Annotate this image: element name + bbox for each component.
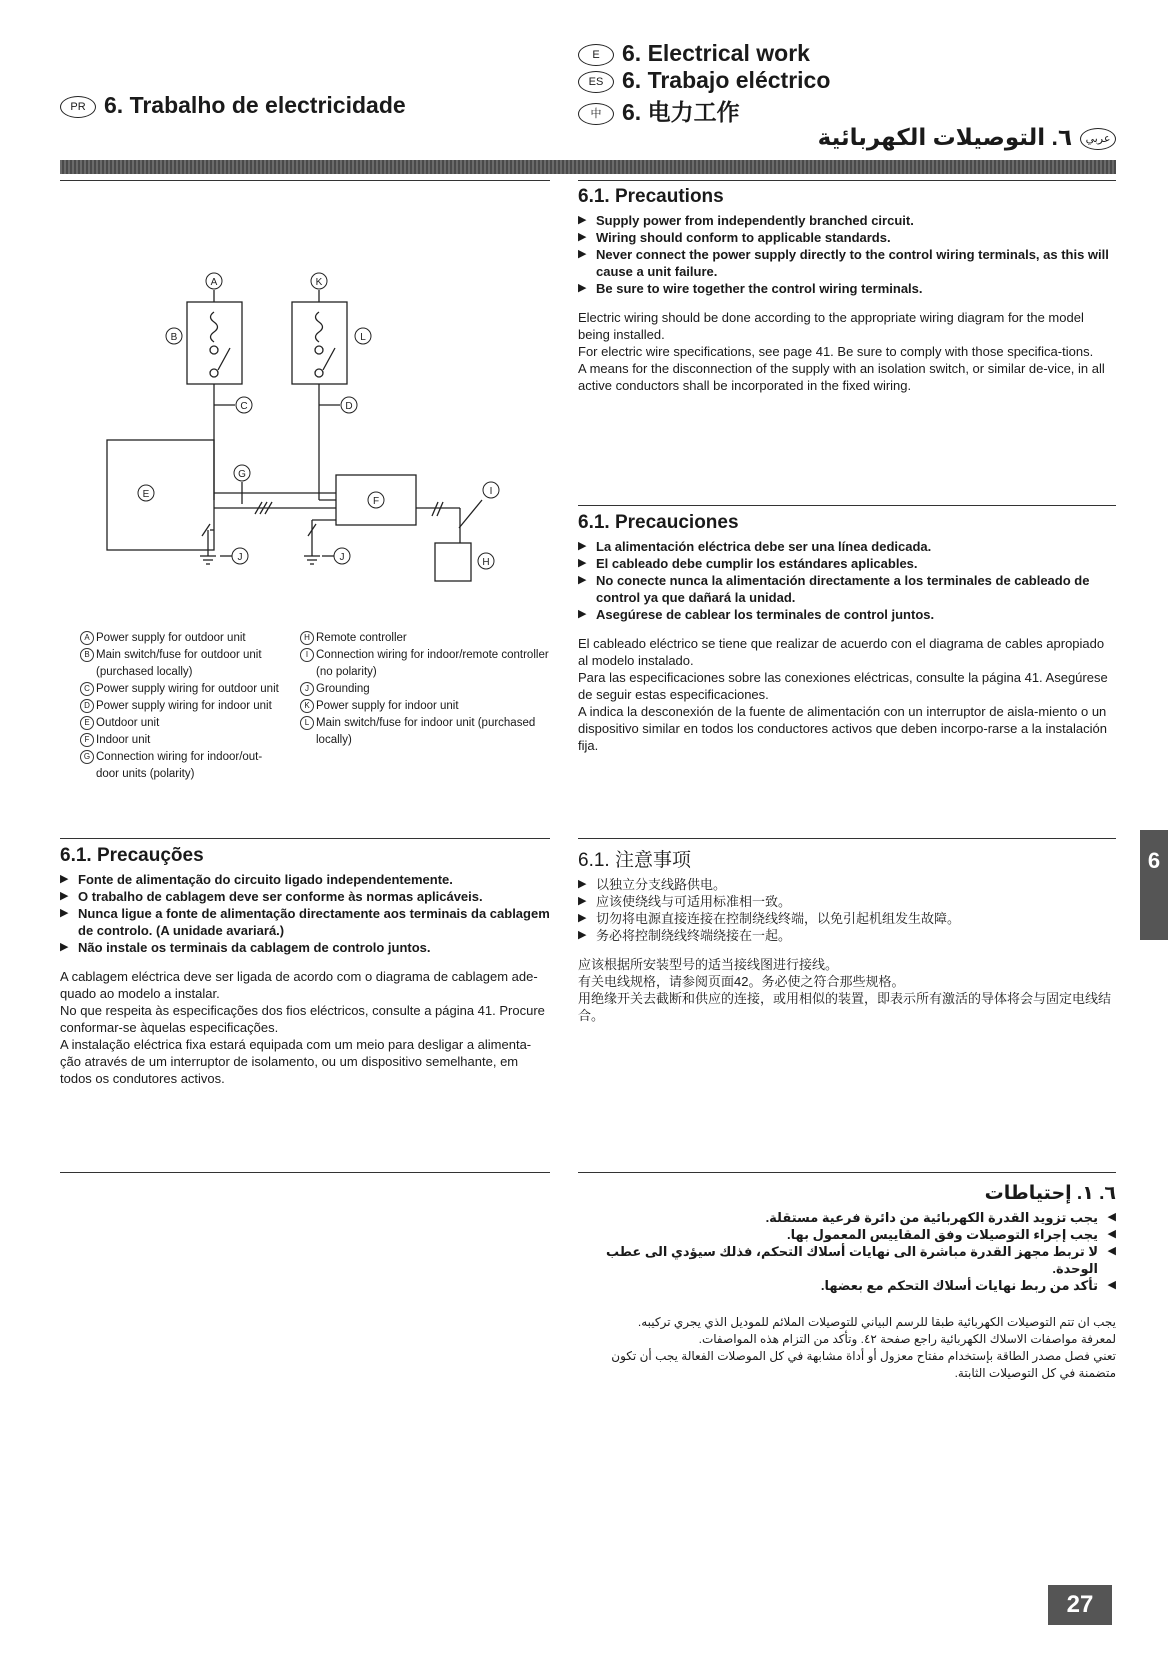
diagram-label-F: F xyxy=(372,496,380,507)
section-heading: 6.1. 注意事项 xyxy=(578,850,691,871)
bullet-item: ▶ Não instale os terminais da cablagem de controlo juntos. xyxy=(60,939,550,956)
diagram-label-E: E xyxy=(142,489,150,500)
bullet-item: ▶ O trabalho de cablagem deve ser conforme às normas aplicáveis. xyxy=(60,888,550,905)
bullet-item: ▶ Wiring should conform to applicable standards. xyxy=(578,229,1116,246)
legend-item xyxy=(80,630,280,647)
section-ar xyxy=(578,1182,1116,1382)
rule-ch xyxy=(578,838,1116,839)
title-text: 6. 电力工作 xyxy=(622,99,740,125)
rule-bottom-left xyxy=(60,1172,550,1173)
section-heading: 6.1. Precauções xyxy=(60,845,204,866)
title-text: 6. Trabajo eléctrico xyxy=(622,67,831,93)
rule-top-right xyxy=(578,180,1116,181)
lang-badge-es: ES xyxy=(578,71,614,93)
legend-text: Power supply wiring for outdoor unit xyxy=(96,683,279,695)
header-title-ch xyxy=(578,94,740,127)
bullet-item: ◀ لا تربط مجهز القدرة مباشرة الى نهايات أسلاك التحكم، فذلك سيؤدي الى عطب الوحدة. xyxy=(578,1243,1116,1277)
diagram-label-J2: J xyxy=(339,552,345,563)
header-title-es xyxy=(578,67,830,94)
diagram-label-H: H xyxy=(482,557,490,568)
legend-item xyxy=(80,715,280,732)
bullet-item: ▶ 切勿将电源直接连接在控制绕线终端，以免引起机组发生故障。 xyxy=(578,910,1116,927)
section-ch xyxy=(578,845,1116,1024)
header-title-ar xyxy=(780,124,1116,151)
body-paragraph: يجب ان تتم التوصيلات الكهربائية طبقا للرسم البياني للتوصيلات الملائم للموديل الذي يجري تركيبه. xyxy=(637,1315,1116,1329)
legend-key: C xyxy=(80,682,94,696)
legend-item xyxy=(300,681,550,698)
outdoor-unit-box xyxy=(107,440,214,550)
section-heading: 6.1. Precauciones xyxy=(578,512,739,533)
body-paragraph: A cablagem eléctrica deve ser ligada de acordo com o diagrama de cablagem ade-quado ao modelo a instalar. xyxy=(60,969,538,1001)
diagram-label-B: B xyxy=(170,332,178,343)
lang-badge-pr: PR xyxy=(60,96,96,118)
legend-text: Connection wiring for indoor/out-door units (polarity) xyxy=(96,751,263,780)
lang-badge-ch: 中 xyxy=(578,103,614,125)
rule-top-left xyxy=(60,180,550,181)
bullet-item: ◀ تأكد من ربط نهايات أسلاك التحكم مع بعضها. xyxy=(578,1277,1116,1294)
bullet-item: ◀ يجب تزويد القدرة الكهربائية من دائرة فرعية مستقلة. xyxy=(578,1209,1116,1226)
legend-item xyxy=(80,647,280,681)
legend-left xyxy=(80,630,280,783)
legend-key: I xyxy=(300,648,314,662)
body-paragraph: 应该根据所安装型号的适当接线图进行接线。 xyxy=(578,957,839,972)
legend-text: Connection wiring for indoor/remote controller (no polarity) xyxy=(316,649,549,678)
legend-key: F xyxy=(80,733,94,747)
bullet-item: ▶ La alimentación eléctrica debe ser una línea dedicada. xyxy=(578,538,1116,555)
diagram-label-J1: J xyxy=(237,552,243,563)
switch-box-outdoor xyxy=(187,302,242,384)
section-heading: 6.1. Precautions xyxy=(578,186,724,207)
bullet-item: ▶ No conecte nunca la alimentación directamente a los terminales de cableado de control ya que dañará la unidad. xyxy=(578,572,1116,606)
diagram-label-C: C xyxy=(240,401,248,412)
rule-ar xyxy=(578,1172,1116,1173)
diagram-label-G: G xyxy=(238,469,246,480)
wiring-diagram xyxy=(60,260,550,630)
diagram-label-A: A xyxy=(210,277,218,288)
section-heading: ٦. ١. إحتياطات xyxy=(984,1183,1116,1204)
legend-item xyxy=(300,698,550,715)
remote-controller-box xyxy=(435,543,471,581)
body-paragraph: 用绝缘开关去截断和供应的连接，或用相似的装置，即表示所有激活的导体将会与固定电线结合。 xyxy=(578,991,1112,1023)
legend-item xyxy=(80,749,280,783)
lang-badge-ar: عربي xyxy=(1080,128,1116,150)
legend-key: A xyxy=(80,631,94,645)
legend-text: Indoor unit xyxy=(96,734,151,746)
body-paragraph: Electric wiring should be done according to the appropriate wiring diagram for the model being installed. xyxy=(578,310,1084,342)
bullet-item: ▶ Never connect the power supply directly to the control wiring terminals, as this will cause a unit failure. xyxy=(578,246,1116,280)
bullet-item: ▶ 应该使绕线与可适用标准相一致。 xyxy=(578,893,1116,910)
body-paragraph: A instalação eléctrica fixa estará equipada com um meio para desligar a alimenta-ção através de um interruptor de isolamento, ou um dispositivo semelhante, em todos os condutores activos. xyxy=(60,1037,532,1086)
legend-key: B xyxy=(80,648,94,662)
diagram-label-K: K xyxy=(315,277,323,288)
body-paragraph: Para las especificaciones sobre las conexiones eléctricas, consulte la página 41. Asegúrese de seguir estas especificaciones. xyxy=(578,670,1108,702)
body-paragraph: A means for the disconnection of the supply with an isolation switch, or similar de-vice, in all active conductors shall be incorporated in the fixed wiring. xyxy=(578,361,1105,393)
chapter-side-tab xyxy=(1140,830,1168,940)
diagram-label-D: D xyxy=(345,401,353,412)
legend-key: D xyxy=(80,699,94,713)
legend-key: J xyxy=(300,682,314,696)
switch-box-indoor xyxy=(292,302,347,384)
legend-text: Outdoor unit xyxy=(96,717,160,729)
legend-item xyxy=(80,732,280,749)
body-paragraph: A indica la desconexión de la fuente de alimentación con un interruptor de aisla-miento o un dispositivo similar en todos los conductores activos que deben incorpo-rarse a la instalación fija. xyxy=(578,704,1107,753)
diagram-label-L: L xyxy=(360,332,366,343)
legend-text: Grounding xyxy=(316,683,370,695)
legend-key: G xyxy=(80,750,94,764)
rule-pr xyxy=(60,838,550,839)
legend-item xyxy=(300,715,550,749)
legend-item xyxy=(80,681,280,698)
legend-text: Main switch/fuse for indoor unit (purchased locally) xyxy=(316,717,536,746)
title-text: 6. Electrical work xyxy=(622,40,810,66)
legend-right xyxy=(300,630,550,749)
body-paragraph: For electric wire specifications, see page 41. Be sure to comply with those specifica-tions. xyxy=(578,344,1094,359)
legend-item xyxy=(80,698,280,715)
legend-text: Power supply wiring for indoor unit xyxy=(96,700,272,712)
body-paragraph: 有关电线规格，请参阅页面42。务必使之符合那些规格。 xyxy=(578,974,905,989)
legend-key: L xyxy=(300,716,314,730)
rule-es xyxy=(578,505,1116,506)
legend-text: Remote controller xyxy=(316,632,407,644)
legend-text: Power supply for indoor unit xyxy=(316,700,459,712)
section-pr xyxy=(60,845,550,1087)
body-paragraph: No que respeita às especificações dos fios eléctricos, consulte a página 41. Procure conformar-se àquelas especificações. xyxy=(60,1003,545,1035)
bullet-item: ▶ Asegúrese de cablear los terminales de control juntos. xyxy=(578,606,1116,623)
legend-key: E xyxy=(80,716,94,730)
bullet-item: ▶ Be sure to wire together the control wiring terminals. xyxy=(578,280,1116,297)
body-paragraph: لمعرفة مواصفات الاسلاك الكهربائية راجع صفحة ٤٢. وتأكد من التزام هذه المواصفات. xyxy=(698,1332,1116,1346)
bullet-item: ▶ El cableado debe cumplir los estándares aplicables. xyxy=(578,555,1116,572)
title-text: ٦. التوصيلات الكهربائية xyxy=(817,124,1072,150)
header-title-pr xyxy=(60,92,406,119)
lang-badge-e: E xyxy=(578,44,614,66)
bullet-item: ◀ يجب إجراء التوصيلات وفق المقاييس المعمول بها. xyxy=(578,1226,1116,1243)
section-es xyxy=(578,512,1116,754)
title-text: 6. Trabalho de electricidade xyxy=(104,92,406,118)
header-title-e xyxy=(578,40,810,67)
bullet-item: ▶ Supply power from independently branched circuit. xyxy=(578,212,1116,229)
legend-key: K xyxy=(300,699,314,713)
header-band xyxy=(60,160,1116,174)
body-paragraph: El cableado eléctrico se tiene que realizar de acuerdo con el diagrama de cables apropiado al modelo instalado. xyxy=(578,636,1105,668)
legend-item xyxy=(300,647,550,681)
legend-text: Power supply for outdoor unit xyxy=(96,632,246,644)
bullet-item: ▶ Nunca ligue a fonte de alimentação directamente aos terminais da cablagem de controlo. (A unidade avariará.) xyxy=(60,905,550,939)
bullet-item: ▶ 以独立分支线路供电。 xyxy=(578,876,1116,893)
bullet-item: ▶ 务必将控制绕线终端绕接在一起。 xyxy=(578,927,1116,944)
diagram-label-I: I xyxy=(489,486,493,497)
legend-key: H xyxy=(300,631,314,645)
page-number: 27 xyxy=(1048,1585,1112,1625)
section-en xyxy=(578,186,1116,394)
body-paragraph: تعني فصل مصدر الطاقة بإستخدام مفتاح معزول أو أداة مشابهة في كل الموصلات الفعالة يجب أن تكون متضمنة في كل التوصيلات الثابتة. xyxy=(611,1349,1116,1380)
side-tab-number: 6 xyxy=(1147,848,1161,873)
legend-text: Main switch/fuse for outdoor unit (purchased locally) xyxy=(96,649,262,678)
bullet-item: ▶ Fonte de alimentação do circuito ligado independentemente. xyxy=(60,871,550,888)
legend-item xyxy=(300,630,550,647)
